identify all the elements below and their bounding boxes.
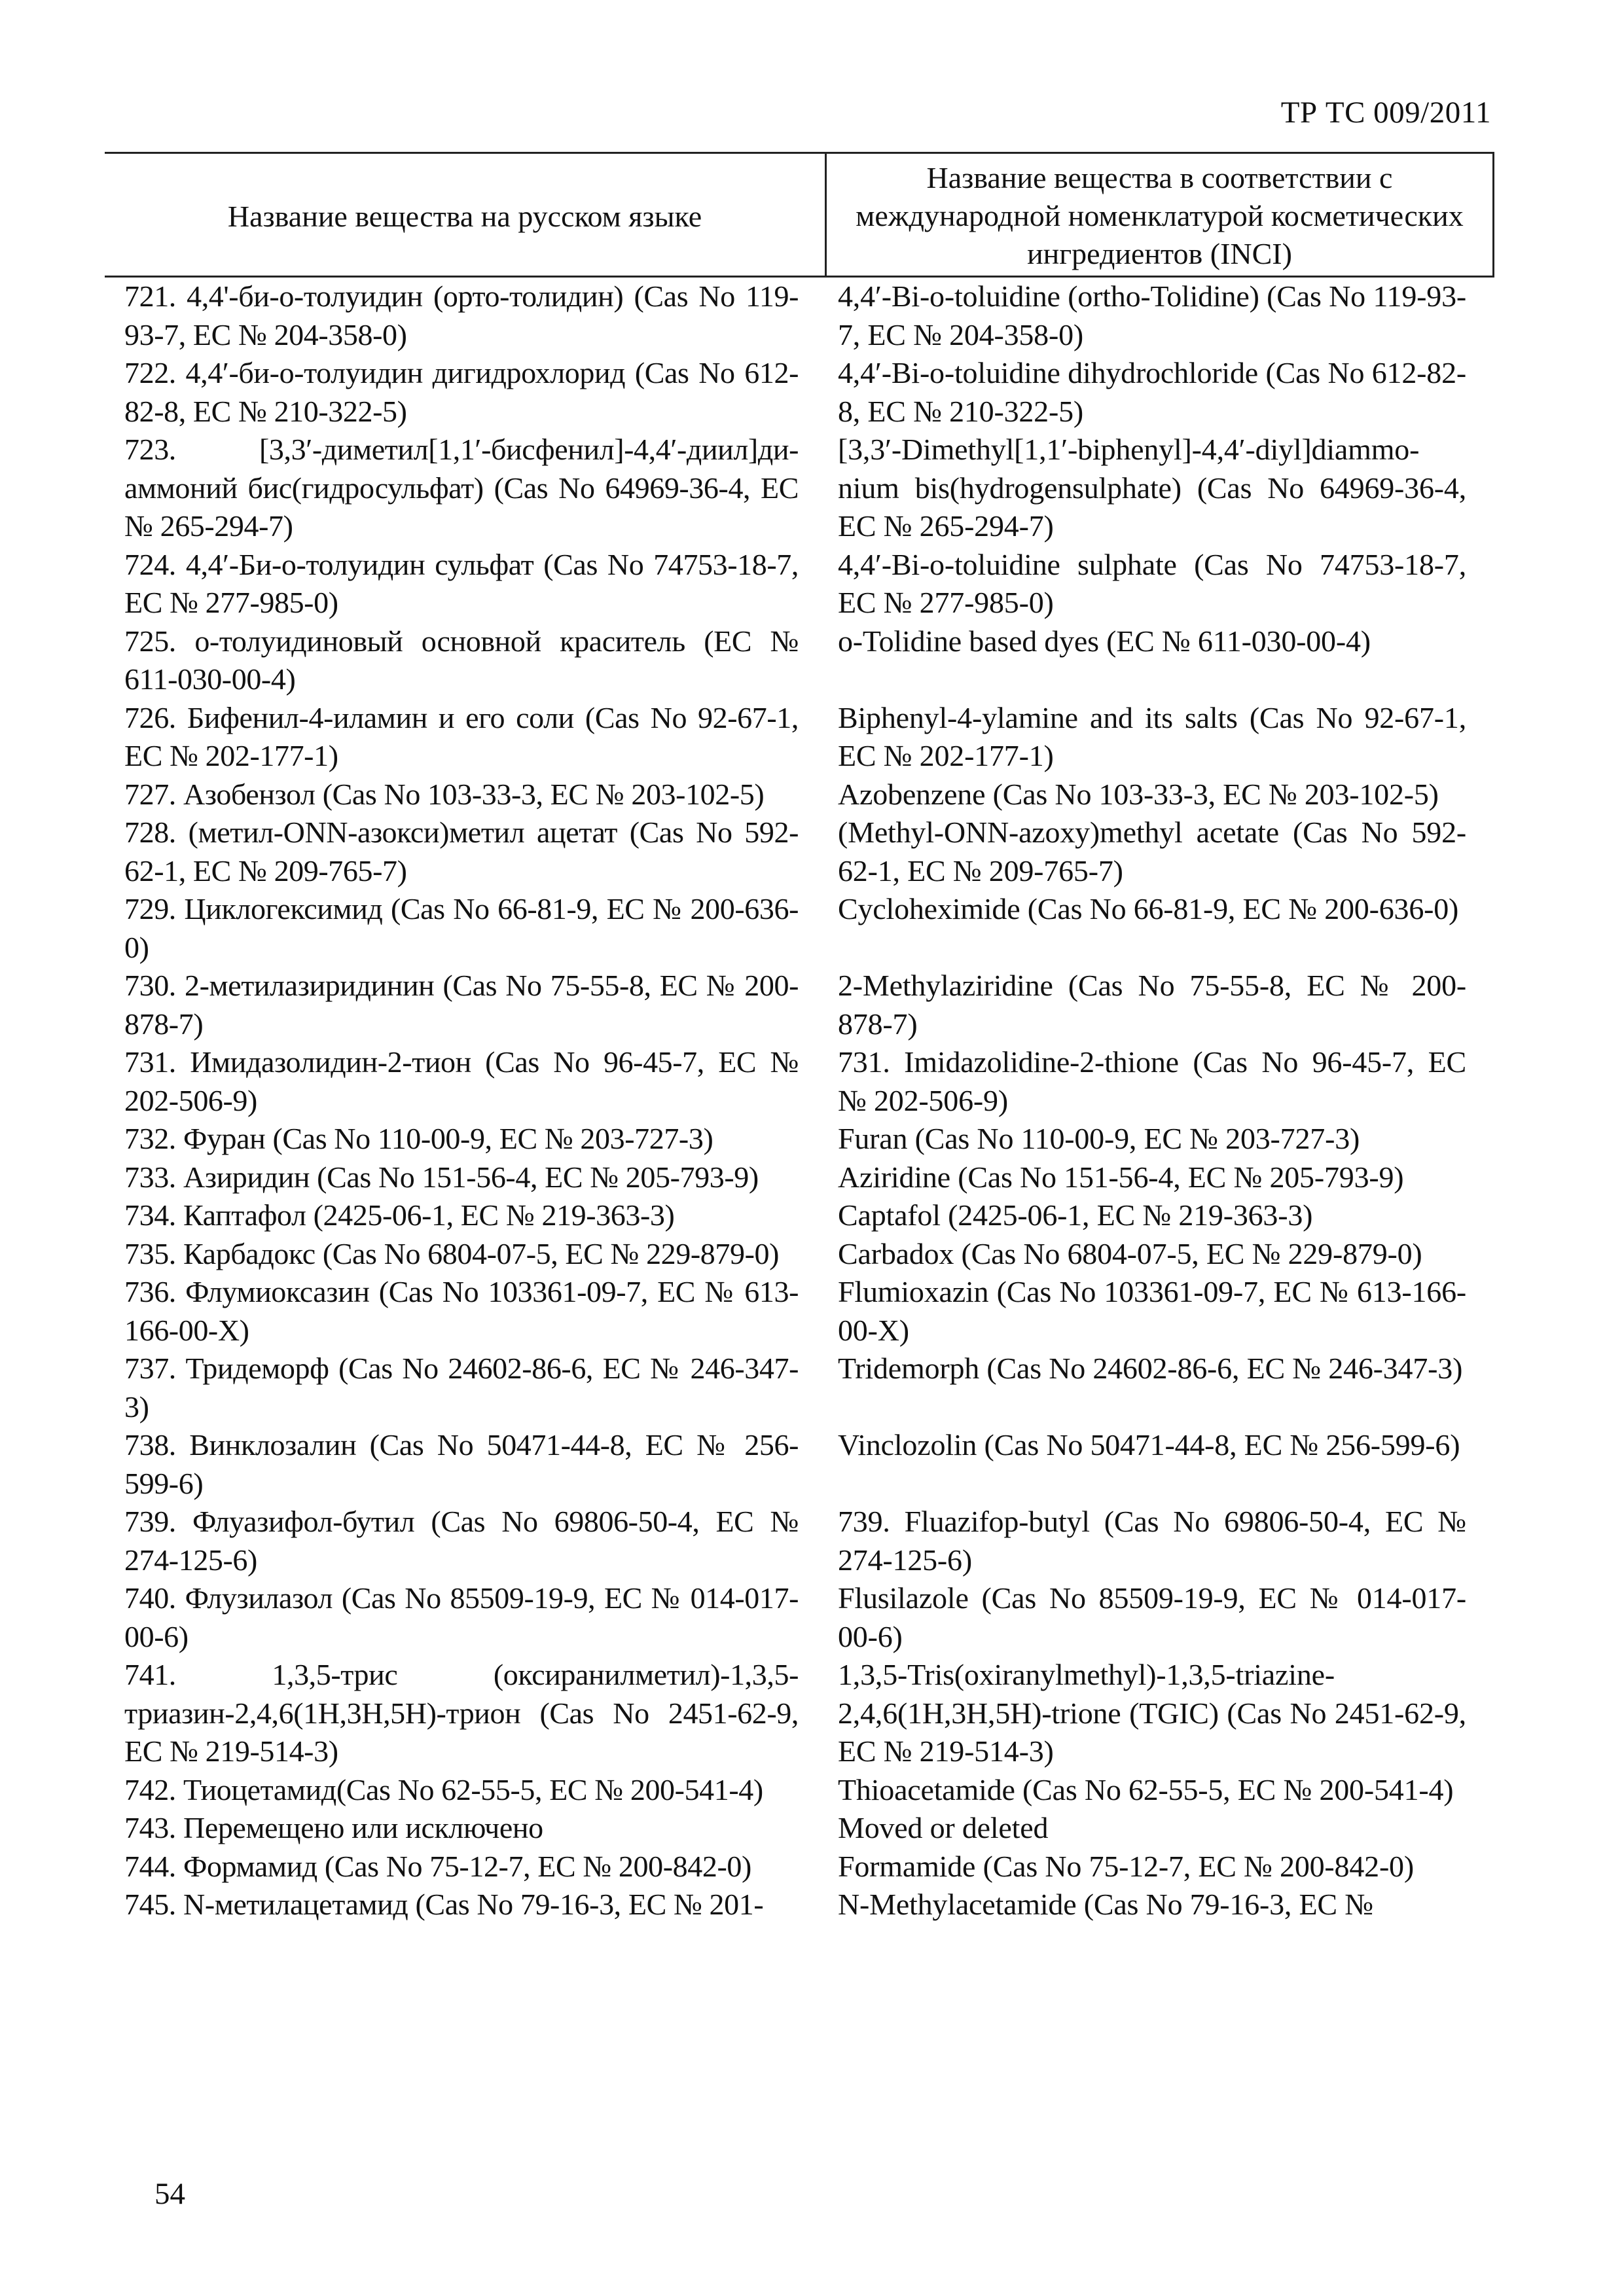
russian-name-cell: 741. 1,3,5-трис (оксиранилметил)-1,3,5-триазин-2,4,6(1H,3H,5H)-трион (Cas No 2451-62-9, ЕС № 219-514-3) bbox=[124, 1658, 799, 1768]
table-row bbox=[105, 1503, 1494, 1579]
russian-name-cell: 722. 4,4′-би-о-толуидин дигидрохлорид (Cas No 612-82-8, ЕС № 210-322-5) bbox=[124, 356, 799, 428]
column-header-inci-name: Название вещества в соответствии с международной номенклатурой косметических ингредиентов (INCI) bbox=[856, 161, 1464, 270]
russian-name-cell: 730. 2-метилазиридинин (Cas No 75-55-8, ЕС № 200-878-7) bbox=[124, 969, 799, 1041]
table-row bbox=[105, 1043, 1494, 1120]
inci-name-cell: Vinclozolin (Cas No 50471-44-8, EC № 256-599-6) bbox=[838, 1428, 1460, 1462]
inci-name-cell: N-Methylacetamide (Cas No 79-16-3, EC № bbox=[838, 1888, 1373, 1921]
russian-name-cell: 731. Имидазолидин-2-тион (Cas No 96-45-7, ЕС № 202-506-9) bbox=[124, 1045, 799, 1117]
table-row bbox=[105, 278, 1494, 354]
table-row bbox=[105, 1579, 1494, 1656]
document-code: ТР ТС 009/2011 bbox=[1280, 96, 1491, 130]
page-number: 54 bbox=[154, 2177, 185, 2211]
table-row bbox=[105, 1273, 1494, 1350]
russian-name-cell: 733. Азиридин (Cas No 151-56-4, ЕС № 205-793-9) bbox=[124, 1160, 759, 1194]
table-row bbox=[105, 890, 1494, 967]
russian-name-cell: 744. Формамид (Cas No 75-12-7, ЕС № 200-842-0) bbox=[124, 1849, 751, 1883]
russian-name-cell: 739. Флуазифол-бутил (Cas No 69806-50-4, ЕС № 274-125-6) bbox=[124, 1505, 799, 1577]
inci-name-cell: 4,4′-Bi-o-toluidine dihydrochloride (Cas No 612-82-8, EC № 210-322-5) bbox=[838, 356, 1466, 428]
inci-name-cell: 2-Methylaziridine (Cas No 75-55-8, EC № 200-878-7) bbox=[838, 969, 1466, 1041]
inci-name-cell: 4,4′-Bi-o-toluidine (ortho-Tolidine) (Cas No 119-93-7, EC № 204-358-0) bbox=[838, 279, 1466, 351]
inci-name-cell: Formamide (Cas No 75-12-7, EC № 200-842-0) bbox=[838, 1849, 1414, 1883]
table-row bbox=[105, 776, 1494, 814]
inci-name-cell: Cycloheximide (Cas No 66-81-9, EC № 200-636-0) bbox=[838, 892, 1459, 925]
russian-name-cell: 732. Фуран (Cas No 110-00-9, ЕС № 203-727-3) bbox=[124, 1122, 713, 1155]
table-row bbox=[105, 1235, 1494, 1274]
inci-name-cell: 4,4′-Bi-o-toluidine sulphate (Cas No 74753-18-7, EC № 277-985-0) bbox=[838, 547, 1466, 619]
russian-name-cell: 729. Циклогексимид (Cas No 66-81-9, ЕС № 200-636-0) bbox=[124, 892, 799, 964]
table-row bbox=[105, 1350, 1494, 1426]
inci-name-cell: Flusilazole (Cas No 85509-19-9, EC № 014-017-00-6) bbox=[838, 1581, 1466, 1653]
inci-name-cell: Carbadox (Cas No 6804-07-5, EC № 229-879-0) bbox=[838, 1236, 1422, 1270]
table-body bbox=[105, 278, 1494, 1924]
inci-name-cell: 739. Fluazifop-butyl (Cas No 69806-50-4, EC № 274-125-6) bbox=[838, 1505, 1466, 1577]
inci-name-cell: (Methyl-ONN-azoxy)methyl acetate (Cas No 592-62-1, EC № 209-765-7) bbox=[838, 816, 1466, 888]
table-row bbox=[105, 1120, 1494, 1158]
inci-name-cell: 1,3,5-Tris(oxiranylmethyl)-1,3,5-triazine-2,4,6(1H,3H,5H)-trione (TGIC) (Cas No 2451-62-9, EC № 219-514-3) bbox=[838, 1658, 1466, 1768]
russian-name-cell: 726. Бифенил-4-иламин и его соли (Cas No 92-67-1, ЕС № 202-177-1) bbox=[124, 700, 799, 772]
table-row bbox=[105, 622, 1494, 699]
table-row bbox=[105, 1426, 1494, 1503]
inci-name-cell: Tridemorph (Cas No 24602-86-6, EC № 246-347-3) bbox=[838, 1352, 1463, 1385]
inci-name-cell: Furan (Cas No 110-00-9, EC № 203-727-3) bbox=[838, 1122, 1360, 1155]
table-row bbox=[105, 354, 1494, 431]
inci-name-cell: Biphenyl-4-ylamine and its salts (Cas No 92-67-1, EC № 202-177-1) bbox=[838, 700, 1466, 772]
russian-name-cell: 740. Флузилазол (Cas No 85509-19-9, ЕС № 014-017-00-6) bbox=[124, 1581, 799, 1653]
inci-name-cell: Flumioxazin (Cas No 103361-09-7, EC № 613-166-00-X) bbox=[838, 1275, 1466, 1347]
russian-name-cell: 734. Каптафол (2425-06-1, ЕС № 219-363-3) bbox=[124, 1198, 675, 1232]
table-row bbox=[105, 1771, 1494, 1810]
inci-name-cell: 731. Imidazolidine-2-thione (Cas No 96-45-7, EC № 202-506-9) bbox=[838, 1045, 1466, 1117]
russian-name-cell: 735. Карбадокс (Cas No 6804-07-5, ЕС № 229-879-0) bbox=[124, 1236, 780, 1270]
inci-name-cell: Thioacetamide (Cas No 62-55-5, EC № 200-541-4) bbox=[838, 1772, 1454, 1806]
inci-name-cell: Captafol (2425-06-1, EC № 219-363-3) bbox=[838, 1198, 1313, 1232]
russian-name-cell: 736. Флумиоксазин (Cas No 103361-09-7, ЕС № 613-166-00-X) bbox=[124, 1275, 799, 1347]
russian-name-cell: 742. Тиоцетамид(Cas No 62-55-5, ЕС № 200-541-4) bbox=[124, 1772, 763, 1806]
column-header-russian-name: Название вещества на русском языке bbox=[227, 200, 702, 233]
table-row bbox=[105, 699, 1494, 776]
table-row bbox=[105, 1848, 1494, 1886]
table-row bbox=[105, 1158, 1494, 1197]
inci-name-cell: o-Tolidine based dyes (EC № 611-030-00-4) bbox=[838, 624, 1371, 658]
table-header bbox=[105, 154, 1494, 278]
russian-name-cell: 738. Винклозалин (Cas No 50471-44-8, ЕС № 256-599-6) bbox=[124, 1428, 799, 1500]
russian-name-cell: 725. о-толуидиновый основной краситель (ЕС № 611-030-00-4) bbox=[124, 624, 799, 696]
table-row bbox=[105, 431, 1494, 546]
table-row bbox=[105, 1196, 1494, 1235]
table-row bbox=[105, 1656, 1494, 1771]
russian-name-cell: 743. Перемещено или исключено bbox=[124, 1811, 543, 1844]
table-row bbox=[105, 967, 1494, 1043]
table-row bbox=[105, 546, 1494, 622]
table-row bbox=[105, 1809, 1494, 1848]
russian-name-cell: 723. [3,3′-диметил[1,1′-бисфенил]-4,4′-диил]ди-аммоний бис(гидросульфат) (Cas No 64969-36-4, ЕС № 265-294-7) bbox=[124, 433, 799, 543]
substances-table bbox=[105, 152, 1494, 1924]
russian-name-cell: 728. (метил-ONN-азокси)метил ацетат (Cas No 592-62-1, ЕС № 209-765-7) bbox=[124, 816, 799, 888]
russian-name-cell: 737. Тридеморф (Cas No 24602-86-6, ЕС № 246-347-3) bbox=[124, 1352, 799, 1424]
inci-name-cell: [3,3′-Dimethyl[1,1′-biphenyl]-4,4′-diyl]diammo-nium bis(hydrogensulphate) (Cas No 64969-36-4, EC № 265-294-7) bbox=[838, 433, 1466, 543]
russian-name-cell: 745. N-метилацетамид (Cas No 79-16-3, ЕС № 201- bbox=[124, 1888, 764, 1921]
table-row bbox=[105, 1886, 1494, 1924]
russian-name-cell: 724. 4,4′-Би-о-толуидин сульфат (Cas No 74753-18-7, ЕС № 277-985-0) bbox=[124, 547, 799, 619]
inci-name-cell: Moved or deleted bbox=[838, 1811, 1049, 1844]
inci-name-cell: Azobenzene (Cas No 103-33-3, EC № 203-102-5) bbox=[838, 777, 1439, 811]
table-row bbox=[105, 814, 1494, 890]
inci-name-cell: Aziridine (Cas No 151-56-4, EC № 205-793-9) bbox=[838, 1160, 1404, 1194]
table-right-border bbox=[1492, 154, 1494, 276]
russian-name-cell: 721. 4,4'-би-о-толуидин (орто-толидин) (Cas No 119-93-7, ЕС № 204-358-0) bbox=[124, 279, 799, 351]
russian-name-cell: 727. Азобензол (Cas No 103-33-3, ЕС № 203-102-5) bbox=[124, 777, 765, 811]
